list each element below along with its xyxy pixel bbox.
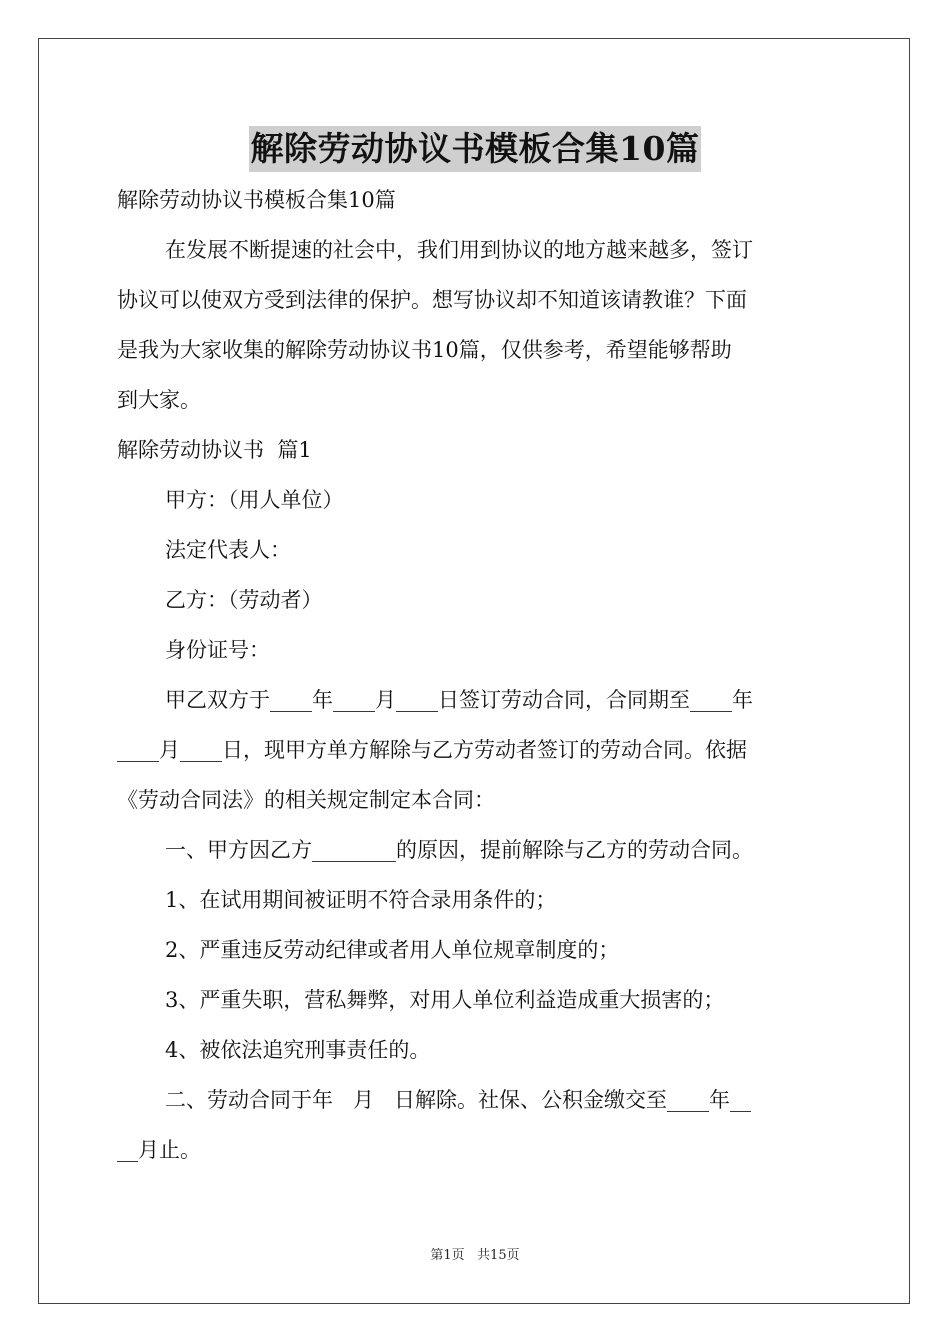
legal-representative-line: 法定代表人：: [165, 538, 291, 562]
party-b-line: 乙方：（劳动者）: [165, 588, 323, 612]
document-body: [117, 175, 837, 1175]
page-number-footer: 第1页 共15页: [430, 1248, 520, 1263]
subtitle: 解除劳动协议书模板合集10篇: [117, 188, 396, 212]
contract-line-2: ____月____日，现甲方单方解除与乙方劳动者签订的劳动合同。依据: [117, 738, 747, 762]
clause-one: 一、甲方因乙方________的原因，提前解除与乙方的劳动合同。: [165, 838, 753, 862]
party-a-line: 甲方：（用人单位）: [165, 488, 344, 512]
section-heading: 解除劳动协议书 篇1: [117, 438, 312, 462]
contract-line-1: 甲乙双方于____年____月____日签订劳动合同，合同期至____年: [165, 688, 753, 712]
reason-item-4: 4、被依法追究刑事责任的。: [165, 1038, 431, 1062]
intro-line-2: 协议可以使双方受到法律的保护。想写协议却不知道该请教谁？下面: [117, 288, 747, 312]
intro-line-3: 是我为大家收集的解除劳动协议书10篇，仅供参考，希望能够帮助: [117, 338, 732, 362]
document-title: [0, 126, 950, 172]
intro-line-1: 在发展不断提速的社会中，我们用到协议的地方越来越多，签订: [165, 238, 753, 262]
clause-two-line-1: 二、劳动合同于年 月 日解除。社保、公积金缴交至____年__: [165, 1088, 752, 1112]
reason-item-2: 2、严重违反劳动纪律或者用人单位规章制度的；: [165, 938, 620, 962]
reason-item-1: 1、在试用期间被证明不符合录用条件的；: [165, 888, 557, 912]
clause-two-line-2: __月止。: [117, 1138, 201, 1162]
intro-line-4: 到大家。: [117, 388, 201, 412]
id-number-line: 身份证号：: [165, 638, 270, 662]
contract-line-3: 《劳动合同法》的相关规定制定本合同：: [117, 788, 495, 812]
reason-item-3: 3、严重失职，营私舞弊，对用人单位利益造成重大损害的；: [165, 988, 725, 1012]
document-title-text: 解除劳动协议书模板合集10篇: [249, 126, 702, 172]
